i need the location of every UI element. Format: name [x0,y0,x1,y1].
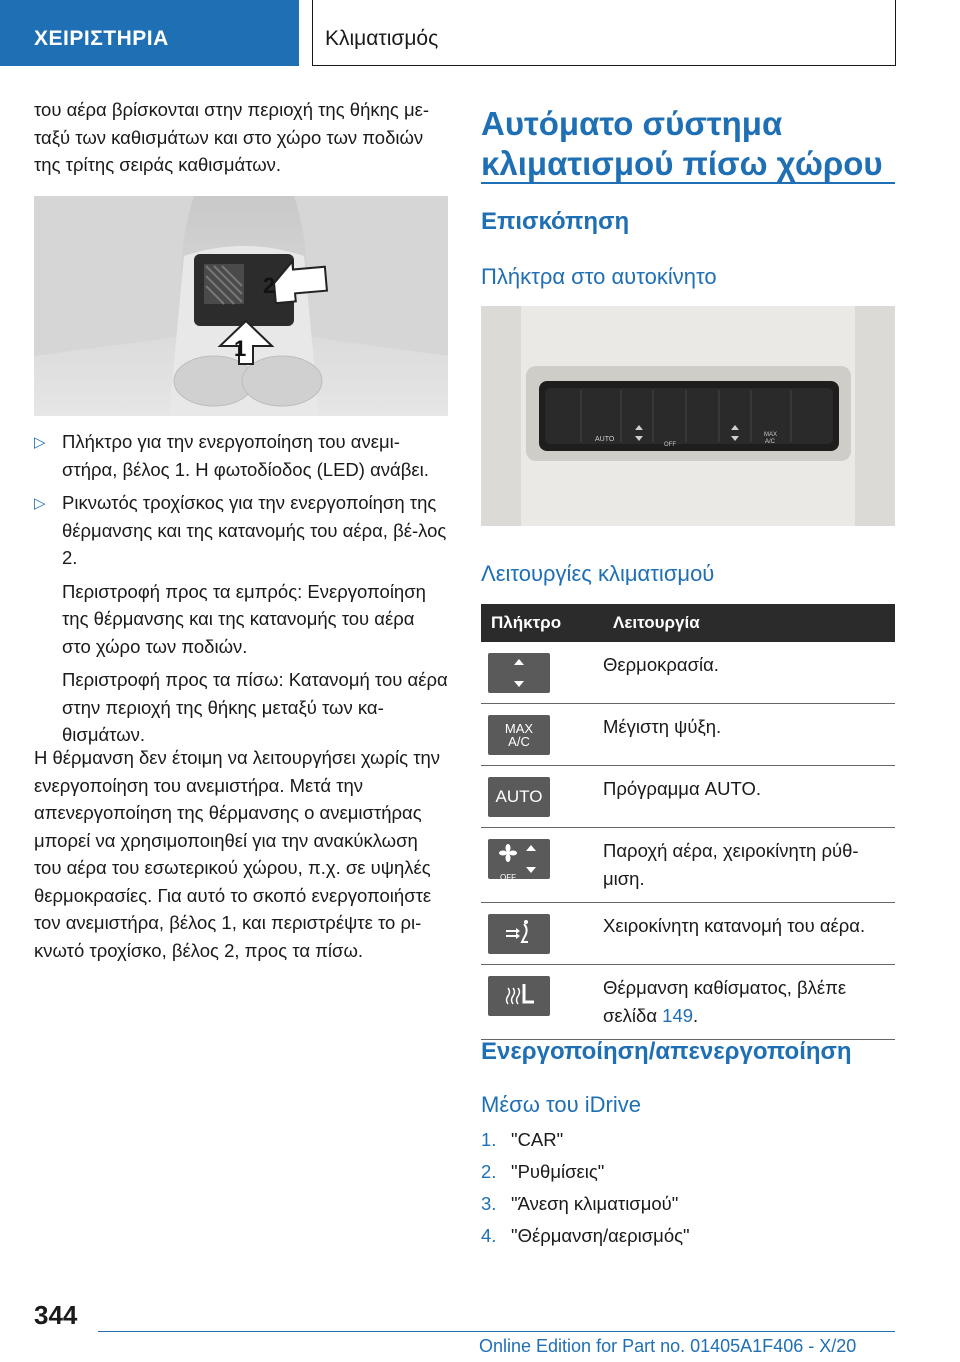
triangle-icon: ▷ [34,434,46,451]
bullet-subtext: Περιστροφή προς τα πίσω: Κατανομή του αέρα στην περιοχή της θήκης μεταξύ των κα-θισμάτων. [62,669,448,745]
bullet-text: Ρικνωτός τροχίσκος για την ενεργοποίηση της θέρμανσης και της κατανομής του αέρα, βέ-λος 2. [62,492,447,568]
function-text: Χειροκίνητη κατανομή του αέρα. [603,903,895,965]
list-item [481,1188,895,1220]
table-row [481,704,895,766]
max-ac-icon: MAX A/C [488,715,550,755]
step-text: "CAR" [511,1129,564,1150]
heading-overview: Επισκόπηση [481,208,630,235]
photo-control-panel [481,306,895,526]
air-distribution-icon [488,914,550,954]
table-row [481,828,895,903]
seat-heating-icon [488,976,550,1016]
list-item [481,1124,895,1156]
triangle-icon: ▷ [34,495,46,512]
footer-rule [98,1331,895,1332]
bullet-item [34,489,448,572]
function-text-end: . [693,1004,699,1026]
function-text-main: Θέρμανση καθίσματος, βλέπε σελίδα [603,977,847,1026]
function-text [603,965,895,1040]
bullet-item [34,428,448,483]
table-row [481,766,895,828]
col-header-key: Πλήκτρο [481,604,603,642]
table-row [481,965,895,1040]
step-text: "Άνεση κλιματισμού" [511,1193,679,1214]
bullet-subtext: Περιστροφή προς τα εμπρός: Ενεργοποίηση της θέρμανσης και της κατανομής του αέρα στο χώρο των ποδιών. [62,580,426,657]
panel-label-ac: A/C [765,439,776,445]
heading-functions: Λειτουργίες κλιματισμού [481,561,715,586]
callout-2: 2 [263,273,276,298]
footer-edition: Online Edition for Part no. 01405A1F406 - X/20 [479,1336,857,1356]
function-text: Μέγιστη ψύξη. [603,704,895,766]
step-text: "Ρυθμίσεις" [511,1161,605,1182]
page-number: 344 [34,1300,78,1330]
panel-label-auto: AUTO [595,436,615,443]
table-row [481,903,895,965]
auto-icon: AUTO [488,777,550,817]
photo-rear-vent [34,196,448,416]
table-row [481,642,895,704]
panel-label-off: OFF [664,442,676,448]
step-text: "Θέρμανση/αερισμός" [511,1225,690,1246]
col-header-function: Λειτουργία [603,604,895,642]
section-tab: ΧΕΙΡΙΣΤΗΡΙΑ [0,0,299,66]
list-item [481,1156,895,1188]
step-number: 4. [481,1225,497,1246]
heading-idrive: Μέσω του iDrive [481,1092,641,1117]
step-number: 2. [481,1161,497,1182]
fan-off-icon [488,839,550,882]
heading-activation: Ενεργοποίηση/απενεργοποίηση [481,1038,852,1065]
list-item [481,1220,895,1252]
up-down-arrows-icon [488,653,550,693]
intro-text: του αέρα βρίσκονται στην περιοχή της θήκης με-ταξύ των καθισμάτων και στο χώρο των ποδιών της τρίτης σειράς καθισμάτων. [34,99,430,175]
step-number: 3. [481,1193,497,1214]
callout-1: 1 [234,336,247,361]
function-text: Παροχή αέρα, χειροκίνητη ρύθ-μιση. [603,828,895,903]
step-number: 1. [481,1129,497,1150]
functions-table [481,604,895,1040]
bullet-text: Πλήκτρο για την ενεργοποίηση του ανεμι-στήρα, βέλος 1. Η φωτοδίοδος (LED) ανάβει. [62,431,429,480]
function-text: Θερμοκρασία. [603,642,895,704]
title-rule [481,182,895,184]
bullet-list [34,428,448,755]
page-title: Αυτόματο σύστημα κλιματισμού πίσω χώρου [481,105,883,182]
panel-label-max: MAX [764,432,778,438]
page-link[interactable]: 149 [662,1004,694,1026]
steps-list [481,1124,895,1252]
table-header-row [481,604,895,642]
heading-buttons: Πλήκτρα στο αυτοκίνητο [481,264,717,289]
function-text: Πρόγραμμα AUTO. [603,766,895,828]
chapter-tab: Κλιματισμός [312,0,896,66]
off-label: OFF [500,873,516,882]
body-paragraph: Η θέρμανση δεν έτοιμη να λειτουργήσει χωρίς την ενεργοποίηση του ανεμιστήρα. Μετά την απενεργοποίηση της θέρμανσης ο ανεμιστήρας μπορεί να χρησιμοποιηθεί για την ανακύκλωση του αέρα του εσωτερικού χώρου, π.χ. σε υψηλές θερμοκρασίες. Για αυτό το σκοπό ενεργοποιήστε τον ανεμιστήρα, βέλος 1, και περιστρέψτε το ρι-κνωτό τροχίσκο, βέλος 2, προς τα πίσω. [34,747,441,961]
